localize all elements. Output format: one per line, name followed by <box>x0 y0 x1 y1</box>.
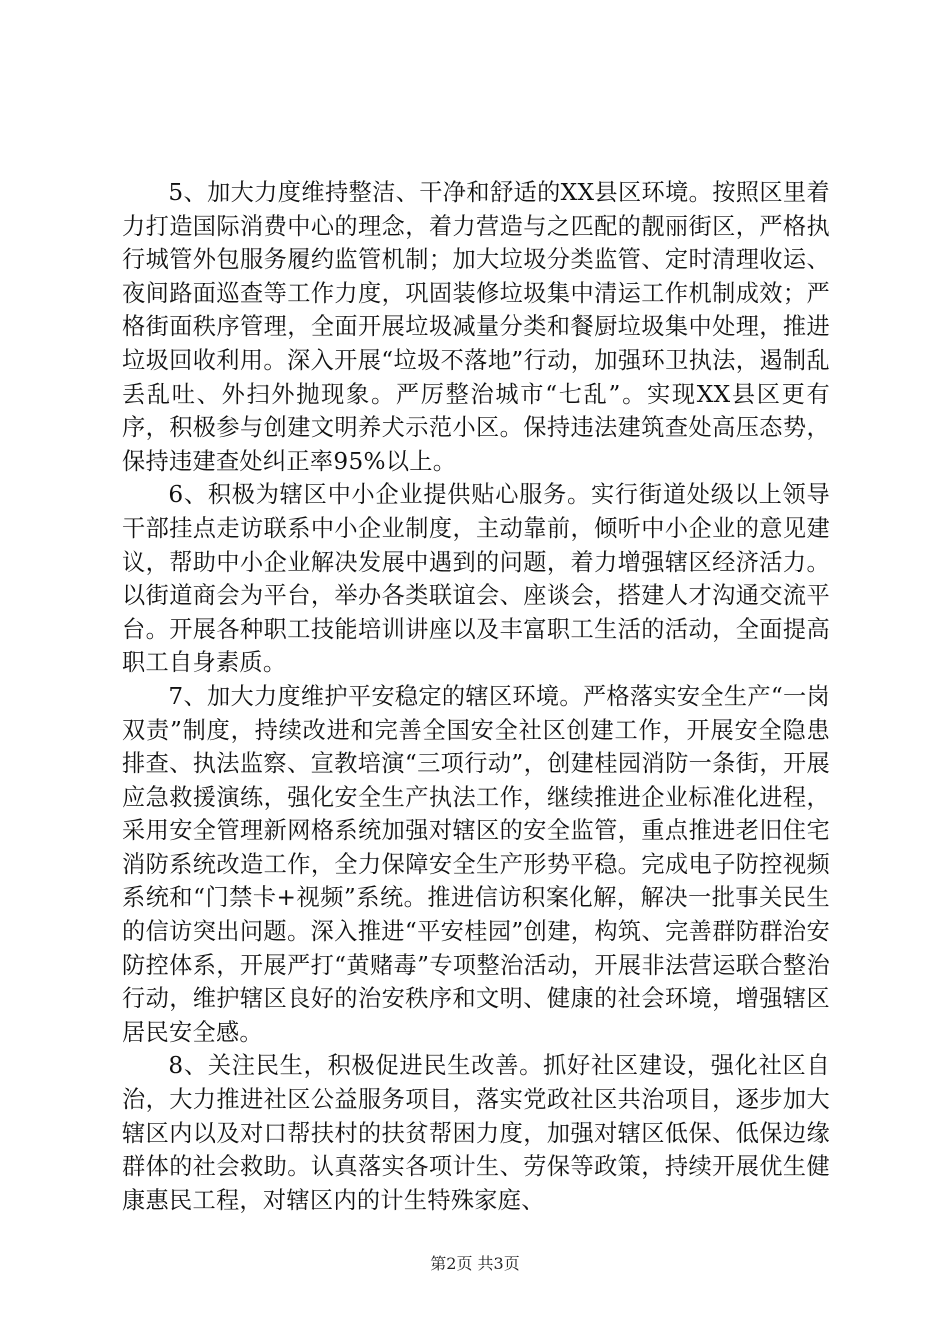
document-body <box>122 176 830 1217</box>
paragraph-6: 6、积极为辖区中小企业提供贴心服务。实行街道处级以上领导干部挂点走访联系中小企业制度，主动靠前，倾听中小企业的意见建议，帮助中小企业解决发展中遇到的问题，着力增强辖区经济活力。以街道商会为平台，举办各类联谊会、座谈会，搭建人才沟通交流平台。开展各种职工技能培训讲座以及丰富职工生活的活动，全面提高职工自身素质。 <box>122 481 830 677</box>
paragraph-5: 5、加大力度维持整洁、干净和舒适的XX县区环境。按照区里着力打造国际消费中心的理念，着力营造与之匹配的靓丽街区，严格执行城管外包服务履约监管机制；加大垃圾分类监管、定时清理收运、夜间路面巡查等工作力度，巩固装修垃圾集中清运工作机制成效；严格街面秩序管理，全面开展垃圾减量分类和餐厨垃圾集中处理，推进垃圾回收利用。深入开展“垃圾不落地”行动，加强环卫执法，遏制乱丢乱吐、外扫外抛现象。严厉整治城市“七乱”。实现XX县区更有序，积极参与创建文明养犬示范小区。保持违法建筑查处高压态势，保持违建查处纠正率95%以上。 <box>122 179 830 475</box>
paragraph-8: 8、关注民生，积极促进民生改善。抓好社区建设，强化社区自治，大力推进社区公益服务项目，落实党政社区共治项目，逐步加大辖区内以及对口帮扶村的扶贫帮困力度，加强对辖区低保、低保边缘群体的社会救助。认真落实各项计生、劳保等政策，持续开展优生健康惠民工程，对辖区内的计生特殊家庭、 <box>122 1052 830 1214</box>
page-number-footer: 第2页 共3页 <box>430 1254 520 1273</box>
paragraph-7: 7、加大力度维护平安稳定的辖区环境。严格落实安全生产“一岗双责”制度，持续改进和完善全国安全社区创建工作，开展安全隐患排查、执法监察、宣教培演“三项行动”，创建桂园消防一条街，开展应急救援演练，强化安全生产执法工作，继续推进企业标准化进程，采用安全管理新网格系统加强对辖区的安全监管，重点推进老旧住宅消防系统改造工作，全力保障安全生产形势平稳。完成电子防控视频系统和“门禁卡+视频”系统。推进信访积案化解，解决一批事关民生的信访突出问题。深入推进“平安桂园”创建，构筑、完善群防群治安防控体系，开展严打“黄赌毒”专项整治活动，开展非法营运联合整治行动，维护辖区良好的治安秩序和文明、健康的社会环境，增强辖区居民安全感。 <box>122 682 830 1046</box>
